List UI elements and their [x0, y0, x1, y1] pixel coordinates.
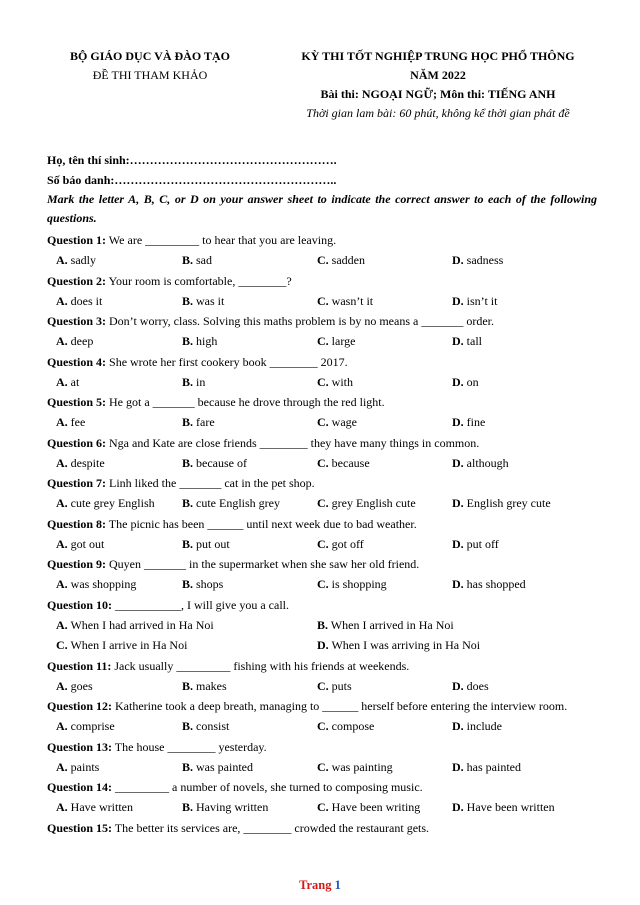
option-text: Have been writing [328, 800, 421, 814]
ministry-name: BỘ GIÁO DỤC VÀ ĐÀO TẠO [70, 49, 230, 63]
option-letter: D. [452, 334, 464, 348]
option-letter: B. [182, 800, 194, 814]
question-text: Katherine took a deep breath, managing to ______ herself before entering the interview room. [112, 699, 568, 713]
answer-option [182, 716, 317, 737]
option-text: cute English grey [193, 496, 280, 510]
question-text: We are _________ to hear that you are leaving. [106, 233, 337, 247]
answer-options [47, 250, 597, 271]
option-letter: A. [56, 719, 68, 733]
option-text: put out [193, 536, 230, 551]
option-text: at [67, 374, 80, 389]
option-text: fine [463, 415, 486, 429]
answer-option [317, 291, 452, 312]
option-text: When I arrived in Ha Noi [328, 617, 454, 632]
answer-option [317, 716, 452, 737]
question-6 [47, 433, 597, 453]
option-text: makes [193, 678, 227, 693]
answer-options [47, 716, 597, 737]
question-label: Question 2: [47, 273, 107, 288]
option-letter: B. [182, 678, 194, 693]
option-letter: B. [182, 455, 194, 470]
option-letter: D. [452, 253, 464, 267]
answer-option [47, 331, 182, 352]
question-label: Question 13: [47, 739, 113, 754]
option-letter: C. [317, 759, 329, 774]
answer-options [47, 493, 597, 514]
answer-option [317, 757, 452, 778]
option-letter: D. [452, 678, 464, 693]
option-text: large [328, 334, 356, 348]
option-text: with [328, 374, 354, 389]
option-text: was shopping [67, 577, 137, 591]
option-letter: D. [452, 577, 464, 591]
option-text: goes [67, 678, 93, 693]
question-text: _________ a number of novels, she turned to composing music. [112, 780, 423, 794]
answer-option [452, 676, 587, 697]
option-letter: C. [317, 334, 329, 348]
question-1 [47, 230, 597, 250]
answer-option [182, 250, 317, 271]
option-text: is shopping [328, 577, 387, 591]
answer-option [317, 534, 452, 555]
option-letter: A. [56, 293, 68, 308]
option-letter: C. [317, 455, 329, 470]
option-text: paints [67, 759, 100, 774]
option-letter: C. [56, 638, 68, 652]
answer-option [182, 291, 317, 312]
option-text: because [328, 455, 370, 470]
option-text: When I had arrived in Ha Noi [67, 617, 214, 632]
option-letter: D. [452, 374, 464, 389]
option-text: Have written [67, 800, 133, 814]
option-text: in [193, 374, 206, 389]
question-label: Question 11: [47, 658, 112, 673]
answer-option [317, 574, 452, 595]
answer-option [317, 493, 452, 514]
question-text: Linh liked the _______ cat in the pet shop. [106, 476, 315, 490]
option-letter: A. [56, 617, 68, 632]
answer-option [317, 676, 452, 697]
answer-option [47, 412, 182, 433]
option-text: although [463, 455, 509, 470]
option-text: put off [463, 536, 499, 551]
question-label: Question 12: [47, 699, 113, 713]
option-text: sadly [67, 253, 97, 267]
exam-subject: Bài thi: NGOẠI NGỮ; Môn thi: TIẾNG ANH [320, 87, 556, 101]
option-letter: A. [56, 536, 68, 551]
question-label: Question 15: [47, 820, 113, 835]
answer-option [317, 615, 587, 636]
question-label: Question 7: [47, 476, 107, 490]
question-text: She wrote her first cookery book ________ 2017. [106, 354, 348, 369]
option-letter: B. [182, 577, 194, 591]
answer-option [452, 716, 587, 737]
option-text: cute grey English [67, 496, 155, 510]
answer-option [182, 331, 317, 352]
question-14 [47, 777, 597, 797]
option-letter: B. [182, 253, 194, 267]
option-text: does it [67, 293, 103, 308]
answer-option [182, 797, 317, 818]
answer-option [47, 291, 182, 312]
option-text: puts [328, 678, 352, 693]
option-text: wasn’t it [328, 293, 374, 308]
answer-option [182, 493, 317, 514]
option-letter: C. [317, 719, 329, 733]
answer-option [317, 635, 587, 656]
option-text: got off [328, 536, 364, 551]
option-text: Having written [193, 800, 269, 814]
option-letter: A. [56, 577, 68, 591]
option-text: comprise [67, 719, 115, 733]
option-letter: C. [317, 536, 329, 551]
option-text: was painting [328, 759, 393, 774]
page-label: Trang [299, 878, 332, 892]
exam-year: NĂM 2022 [410, 68, 466, 82]
option-text: fee [67, 415, 86, 429]
option-text: on [463, 374, 479, 389]
answer-option [47, 676, 182, 697]
question-text: Don’t worry, class. Solving this maths problem is by no means a _______ order. [106, 314, 494, 328]
option-letter: D. [317, 638, 329, 652]
answer-option [47, 534, 182, 555]
option-letter: A. [56, 759, 68, 774]
option-letter: D. [452, 496, 464, 510]
answer-option [452, 493, 587, 514]
answer-option [47, 797, 182, 818]
option-text: isn’t it [463, 293, 498, 308]
option-letter: D. [452, 455, 464, 470]
option-text: despite [67, 455, 105, 470]
question-8 [47, 514, 597, 534]
question-text: Quyen _______ in the supermarket when she saw her old friend. [106, 557, 420, 571]
question-label: Question 8: [47, 516, 107, 531]
option-text: wage [328, 415, 357, 429]
answer-option [452, 331, 587, 352]
answer-option [452, 291, 587, 312]
option-letter: A. [56, 415, 68, 429]
question-3 [47, 311, 597, 331]
answer-option [452, 757, 587, 778]
option-letter: C. [317, 496, 329, 510]
option-text: When I was arriving in Ha Noi [328, 638, 481, 652]
answer-options [47, 757, 597, 778]
option-text: has painted [463, 759, 521, 774]
answer-option [182, 453, 317, 474]
answer-option [452, 574, 587, 595]
option-letter: D. [452, 800, 464, 814]
option-letter: A. [56, 374, 68, 389]
answer-option [47, 250, 182, 271]
answer-option [47, 757, 182, 778]
answer-option [182, 372, 317, 393]
question-label: Question 14: [47, 780, 113, 794]
option-letter: B. [182, 536, 194, 551]
option-letter: C. [317, 415, 329, 429]
question-text: The house ________ yesterday. [112, 739, 267, 754]
answer-options [47, 635, 597, 656]
option-text: shops [193, 577, 224, 591]
option-text: tall [463, 334, 482, 348]
answer-options [47, 676, 597, 697]
answer-option [47, 615, 317, 636]
answer-options [47, 453, 597, 474]
answer-option [47, 493, 182, 514]
answer-option [317, 453, 452, 474]
answer-option [182, 574, 317, 595]
answer-options [47, 797, 597, 818]
question-text: The better its services are, ________ crowded the restaurant gets. [112, 820, 430, 835]
page-footer [0, 878, 640, 893]
answer-options [47, 291, 597, 312]
question-5 [47, 392, 597, 412]
answer-option [452, 797, 587, 818]
answer-option [47, 716, 182, 737]
option-text: compose [328, 719, 375, 733]
option-letter: C. [317, 293, 329, 308]
option-letter: D. [452, 719, 464, 733]
page-number: 1 [334, 878, 341, 892]
answer-options [47, 331, 597, 352]
option-text: high [193, 334, 218, 348]
header-right [268, 47, 608, 123]
question-13 [47, 737, 597, 757]
candidate-info [47, 150, 597, 228]
option-letter: D. [452, 415, 464, 429]
option-letter: C. [317, 678, 329, 693]
option-text: was it [193, 293, 225, 308]
option-letter: B. [182, 293, 194, 308]
question-text: ___________, I will give you a call. [112, 597, 289, 612]
option-letter: B. [182, 496, 194, 510]
option-text: sad [193, 253, 213, 267]
option-text: got out [67, 536, 105, 551]
answer-options [47, 412, 597, 433]
answer-option [452, 534, 587, 555]
answer-option [452, 372, 587, 393]
answer-option [317, 412, 452, 433]
option-letter: B. [182, 759, 194, 774]
answer-option [317, 331, 452, 352]
answer-option [452, 250, 587, 271]
candidate-id-line: Số báo danh:……………………………………………….. [47, 173, 337, 187]
answer-option [452, 453, 587, 474]
option-letter: A. [56, 334, 68, 348]
question-7 [47, 473, 597, 493]
candidate-name-line: Họ, tên thí sinh:……………………………………………. [47, 153, 337, 167]
option-text: consist [193, 719, 230, 733]
option-text: sadden [328, 253, 365, 267]
option-letter: A. [56, 678, 68, 693]
option-text: When I arrive in Ha Noi [67, 638, 188, 652]
question-text: The picnic has been ______ until next week due to bad weather. [106, 516, 417, 531]
answer-options [47, 534, 597, 555]
question-label: Question 10: [47, 597, 113, 612]
question-label: Question 3: [47, 314, 107, 328]
option-text: include [463, 719, 502, 733]
answer-option [47, 635, 317, 656]
question-text: He got a _______ because he drove through the red light. [106, 395, 385, 409]
option-text: deep [67, 334, 94, 348]
exam-time: Thời gian lam bài: 60 phút, không kể thời gian phát đề [306, 106, 570, 120]
header-left [40, 47, 260, 85]
exam-title: KỲ THI TỐT NGHIỆP TRUNG HỌC PHỔ THÔNG [301, 49, 575, 63]
option-letter: B. [182, 719, 194, 733]
answer-options [47, 615, 597, 636]
question-11 [47, 656, 597, 676]
answer-option [317, 372, 452, 393]
option-text: English grey cute [463, 496, 551, 510]
option-letter: A. [56, 253, 68, 267]
option-letter: B. [182, 334, 194, 348]
option-letter: D. [452, 759, 464, 774]
option-text: sadness [463, 253, 504, 267]
answer-option [317, 250, 452, 271]
option-text: Have been written [463, 800, 555, 814]
question-text: Jack usually _________ fishing with his friends at weekends. [111, 658, 410, 673]
question-label: Question 5: [47, 395, 107, 409]
option-letter: C. [317, 577, 329, 591]
question-label: Question 1: [47, 233, 107, 247]
option-letter: C. [317, 253, 329, 267]
question-text: Your room is comfortable, ________? [106, 273, 292, 288]
option-letter: B. [182, 374, 194, 389]
option-letter: B. [182, 415, 194, 429]
option-letter: A. [56, 455, 68, 470]
option-letter: C. [317, 800, 329, 814]
question-label: Question 6: [47, 435, 107, 450]
option-text: grey English cute [328, 496, 416, 510]
answer-option [47, 453, 182, 474]
answer-option [182, 757, 317, 778]
option-letter: D. [452, 293, 464, 308]
answer-option [47, 574, 182, 595]
question-2 [47, 271, 597, 291]
answer-option [182, 676, 317, 697]
answer-option [317, 797, 452, 818]
option-letter: C. [317, 374, 329, 389]
question-15 [47, 818, 597, 838]
answer-option [182, 412, 317, 433]
option-letter: A. [56, 496, 68, 510]
option-text: does [463, 678, 489, 693]
option-letter: A. [56, 800, 68, 814]
question-9 [47, 554, 597, 574]
answer-option [452, 412, 587, 433]
option-text: because of [193, 455, 247, 470]
instruction: Mark the letter A, B, C, or D on your answer sheet to indicate the correct answer to each of the following questions. [47, 192, 597, 225]
option-letter: D. [452, 536, 464, 551]
option-letter: B. [317, 617, 329, 632]
option-text: was painted [193, 759, 253, 774]
answer-option [47, 372, 182, 393]
exam-type: ĐỀ THI THAM KHẢO [92, 68, 208, 82]
question-label: Question 4: [47, 354, 107, 369]
question-label: Question 9: [47, 557, 107, 571]
answer-options [47, 372, 597, 393]
option-text: has shopped [463, 577, 526, 591]
answer-options [47, 574, 597, 595]
option-text: fare [193, 415, 215, 429]
question-10 [47, 595, 597, 615]
question-text: Nga and Kate are close friends ________ they have many things in common. [106, 435, 480, 450]
answer-option [182, 534, 317, 555]
question-4 [47, 352, 597, 372]
question-list [47, 230, 597, 838]
question-12 [47, 696, 597, 716]
